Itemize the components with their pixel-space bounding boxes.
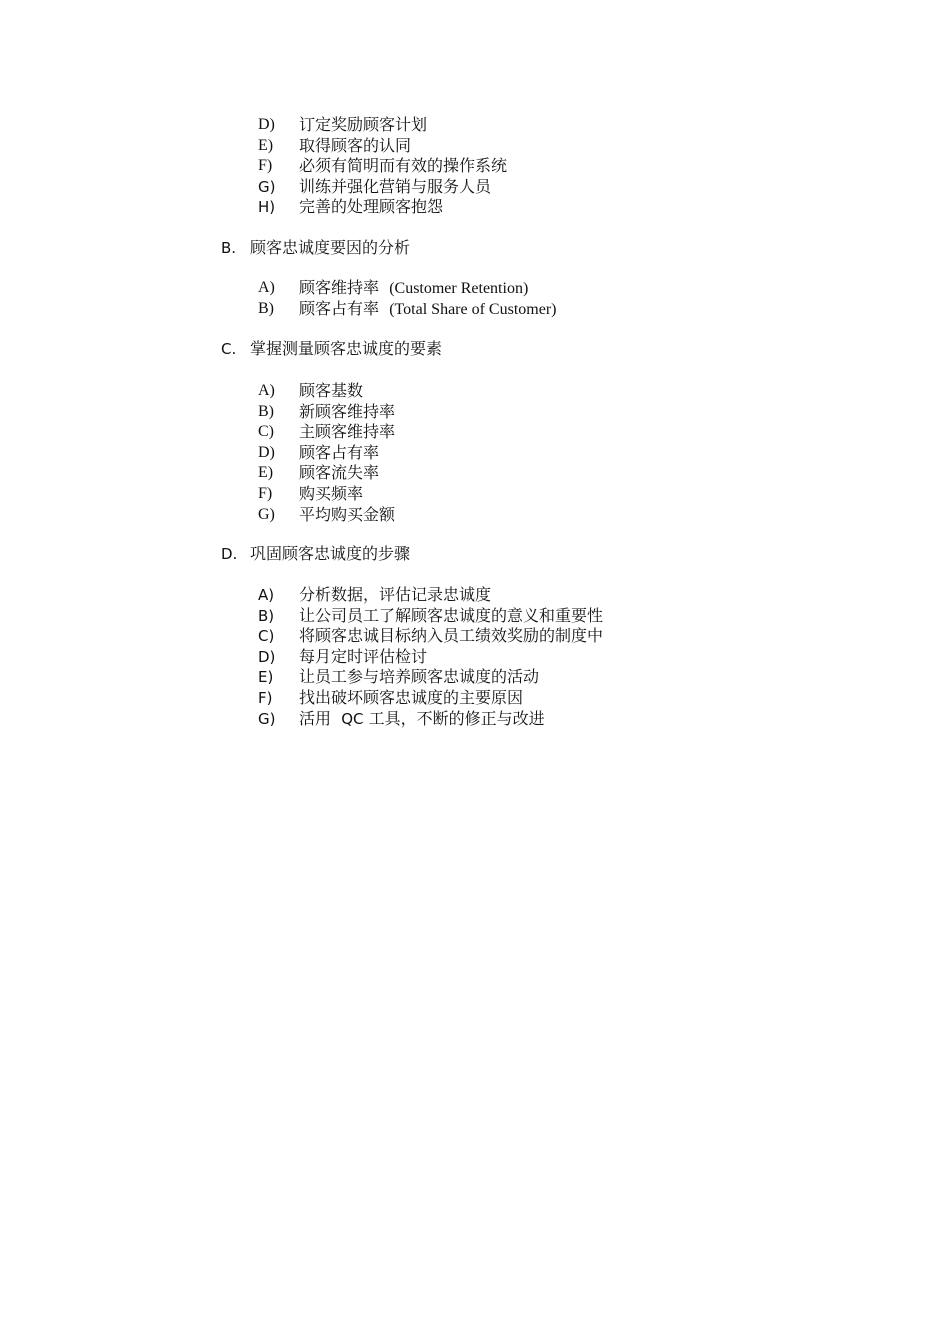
list-item xyxy=(0,136,950,157)
list-text: 让员工参与培养顾客忠诚度的活动 xyxy=(299,667,540,687)
list-marker: C) xyxy=(258,627,275,646)
section-d-list xyxy=(0,585,950,729)
list-text-qc: QC xyxy=(341,709,364,728)
list-item xyxy=(0,197,950,218)
list-marker: B) xyxy=(258,402,274,420)
list-text: 将顾客忠诚目标纳入员工绩效奖励的制度中 xyxy=(299,626,604,646)
list-marker: F) xyxy=(258,484,273,502)
section-title: 巩固顾客忠诚度的步骤 xyxy=(250,544,411,563)
list-text-en: (Total Share of Customer) xyxy=(389,300,557,318)
section-title: 掌握测量顾客忠诚度的要素 xyxy=(250,339,443,358)
section-b xyxy=(0,238,950,259)
list-item xyxy=(0,422,950,443)
list-text: 完善的处理顾客抱怨 xyxy=(299,197,444,217)
section-a-list xyxy=(0,115,950,218)
list-text: 工具，不断的修正与改进 xyxy=(368,708,545,728)
list-text: 顾客维持率 xyxy=(299,278,380,297)
list-text: 活用 xyxy=(299,708,332,728)
list-item xyxy=(0,381,950,402)
list-item xyxy=(0,647,950,668)
section-marker: D. xyxy=(221,545,238,563)
list-item xyxy=(0,177,950,198)
list-item xyxy=(0,463,950,484)
section-c xyxy=(0,339,950,360)
list-item xyxy=(0,505,950,526)
list-marker: F) xyxy=(258,688,273,707)
list-item xyxy=(0,278,950,299)
list-marker: D) xyxy=(258,647,276,666)
list-marker: A) xyxy=(258,586,275,604)
list-item xyxy=(0,688,950,709)
list-text: 训练并强化营销与服务人员 xyxy=(299,176,492,196)
section-heading xyxy=(0,339,950,360)
section-b-list xyxy=(0,278,950,319)
list-item xyxy=(0,443,950,464)
list-item xyxy=(0,484,950,505)
list-text: 顾客基数 xyxy=(299,381,364,400)
list-marker: F) xyxy=(258,157,273,175)
list-marker: A) xyxy=(258,279,275,296)
list-text: 取得顾客的认同 xyxy=(299,135,412,155)
section-c-list xyxy=(0,381,950,525)
list-item xyxy=(0,115,950,136)
list-text: 购买频率 xyxy=(299,483,364,503)
list-text: 让公司员工了解顾客忠诚度的意义和重要性 xyxy=(299,605,604,625)
list-marker: D) xyxy=(258,443,275,461)
section-d xyxy=(0,544,950,565)
list-marker: E) xyxy=(258,464,274,482)
list-text: 订定奖励顾客计划 xyxy=(299,115,428,134)
list-item xyxy=(0,606,950,627)
list-marker: E) xyxy=(258,136,274,154)
list-text: 主顾客维持率 xyxy=(299,422,396,442)
list-item xyxy=(0,667,950,688)
list-marker: D) xyxy=(258,116,275,133)
list-text: 每月定时评估检讨 xyxy=(299,646,428,666)
list-marker: G) xyxy=(258,505,275,523)
list-text: 必须有简明而有效的操作系统 xyxy=(299,156,508,176)
list-marker: G) xyxy=(258,177,276,196)
list-text: 新顾客维持率 xyxy=(299,401,396,421)
list-marker: E) xyxy=(258,668,274,687)
list-item xyxy=(0,709,950,730)
list-text: 找出破坏顾客忠诚度的主要原因 xyxy=(299,687,524,707)
section-marker: B. xyxy=(221,239,237,257)
list-text: 顾客流失率 xyxy=(299,463,380,483)
list-text: 平均购买金额 xyxy=(299,504,396,524)
list-text: 分析数据，评估记录忠诚度 xyxy=(299,585,492,604)
list-item xyxy=(0,299,950,320)
list-item xyxy=(0,156,950,177)
list-marker: B) xyxy=(258,606,275,625)
section-title: 顾客忠诚度要因的分析 xyxy=(250,238,411,257)
section-heading xyxy=(0,238,950,259)
list-item xyxy=(0,626,950,647)
list-marker: B) xyxy=(258,299,274,317)
list-text-en: (Customer Retention) xyxy=(389,280,529,297)
section-heading xyxy=(0,544,950,565)
list-marker: G) xyxy=(258,709,276,728)
list-text: 顾客占有率 xyxy=(299,442,380,462)
list-item xyxy=(0,402,950,423)
section-marker: C. xyxy=(221,340,237,358)
list-text: 顾客占有率 xyxy=(299,298,380,318)
list-item xyxy=(0,585,950,606)
list-marker: C) xyxy=(258,423,274,441)
list-marker: H) xyxy=(258,198,276,217)
list-marker: A) xyxy=(258,382,275,399)
